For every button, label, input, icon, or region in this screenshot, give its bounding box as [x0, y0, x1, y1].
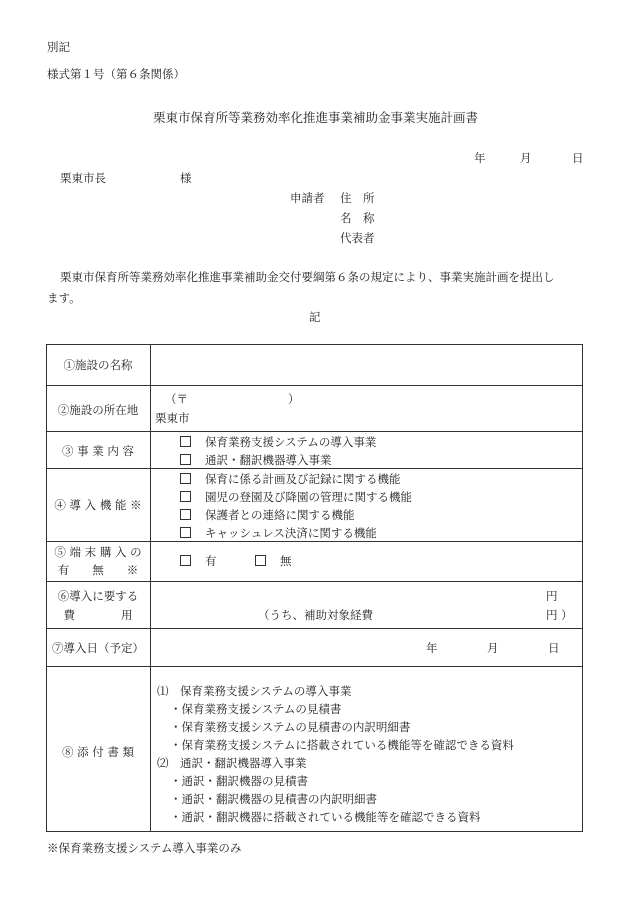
option-label: 保護者との連絡に関する機能: [205, 508, 355, 522]
table-rule: [150, 344, 151, 832]
postal-open: （〒: [165, 392, 188, 406]
applicant-rep-label: 代表者: [340, 231, 375, 245]
intro-day: 日: [548, 641, 560, 655]
attachment-item: ・通訳・翻訳機器の見積書の内訳明細書: [170, 792, 377, 806]
table-rule: [46, 581, 583, 582]
attachment-item: ・通訳・翻訳機器に搭載されている機能等を確認できる資料: [170, 810, 481, 824]
option-function-parent-contact[interactable]: [180, 507, 355, 523]
table-rule: [46, 385, 583, 386]
row-facility-address-label: ②施設の所在地: [57, 403, 139, 417]
table-rule: [46, 431, 583, 432]
intro-year: 年: [426, 641, 438, 655]
option-function-planning[interactable]: [180, 471, 401, 487]
option-device-yes[interactable]: [180, 553, 217, 569]
date-year: 年: [474, 151, 486, 165]
option-label: 保育業務支援システムの導入事業: [205, 435, 377, 449]
table-rule: [46, 344, 583, 345]
annex-label: 別記: [47, 40, 70, 54]
checkbox-icon[interactable]: [180, 436, 191, 447]
body-text-line2: ます。: [47, 291, 81, 305]
ki-label: 記: [309, 310, 321, 324]
option-business-translator[interactable]: [180, 452, 332, 468]
attachment-item: ・保育業務支援システムに搭載されている機能等を確認できる資料: [170, 738, 514, 752]
row-functions-label: ④ 導 入 機 能 ※: [54, 498, 142, 512]
subsidy-yen: 円 ）: [546, 608, 573, 622]
option-business-system[interactable]: [180, 434, 376, 450]
attachment-item: ・保育業務支援システムの見積書の内訳明細書: [170, 720, 411, 734]
table-rule: [582, 344, 583, 832]
page-title: 栗東市保育所等業務効率化推進事業補助金事業実施計画書: [153, 110, 479, 125]
row-facility-name-label: ①施設の名称: [63, 358, 133, 372]
option-label: 園児の登園及び降園の管理に関する機能: [205, 490, 412, 504]
table-rule: [46, 666, 583, 667]
row-device-purchase-label-2: 有 無 ※: [57, 563, 139, 577]
date-day: 日: [572, 151, 584, 165]
date-month: 月: [520, 151, 532, 165]
checkbox-icon[interactable]: [180, 454, 191, 465]
subsidy-text: （うち、補助対象経費: [258, 608, 373, 622]
postal-close: ）: [288, 392, 300, 406]
attachment-section-2: ⑵ 通訳・翻訳機器導入事業: [157, 756, 307, 770]
row-attachments-label: ⑧ 添 付 書 類: [61, 745, 135, 759]
attachment-section-1: ⑴ 保育業務支援システムの導入事業: [157, 684, 352, 698]
option-label: 通訳・翻訳機器導入事業: [205, 453, 332, 467]
checkbox-icon[interactable]: [180, 555, 191, 566]
applicant-label: 申請者: [290, 191, 325, 205]
intro-month: 月: [487, 641, 499, 655]
address-city: 栗東市: [155, 411, 190, 425]
option-device-no[interactable]: [255, 553, 292, 569]
checkbox-icon[interactable]: [180, 509, 191, 520]
attachment-item: ・保育業務支援システムの見積書: [170, 702, 342, 716]
row-cost-label-1: ⑥導入に要する: [57, 589, 139, 603]
option-function-attendance[interactable]: [180, 489, 412, 505]
checkbox-icon[interactable]: [180, 527, 191, 538]
body-text-line1: 栗東市保育所等業務効率化推進事業補助金交付要綱第６条の規定により、事業実施計画を提出し: [60, 270, 555, 284]
applicant-address-label: 住 所: [340, 191, 375, 205]
option-label: 有: [205, 554, 217, 568]
attachment-item: ・通訳・翻訳機器の見積書: [170, 774, 308, 788]
option-label: 保育に係る計画及び記録に関する機能: [205, 472, 401, 486]
option-label: キャッシュレス決済に関する機能: [205, 526, 377, 540]
option-label: 無: [280, 554, 292, 568]
row-cost-label-2: 費 用: [63, 608, 133, 622]
checkbox-icon[interactable]: [180, 473, 191, 484]
row-business-content-label: ③ 事 業 内 容: [61, 444, 135, 458]
option-function-cashless[interactable]: [180, 525, 377, 541]
checkbox-icon[interactable]: [180, 491, 191, 502]
checkbox-icon[interactable]: [255, 555, 266, 566]
form-number: 様式第１号（第６条関係）: [47, 67, 185, 81]
table-rule: [46, 541, 583, 542]
applicant-name-label: 名 称: [340, 211, 375, 225]
table-rule: [46, 628, 583, 629]
row-intro-date-label: ⑦導入日（予定）: [52, 641, 144, 655]
footnote: ※保育業務支援システム導入事業のみ: [47, 841, 242, 855]
table-rule: [46, 831, 583, 832]
addressee-honorific: 様: [180, 171, 192, 185]
cost-yen: 円: [546, 589, 558, 603]
addressee-name: 栗東市長: [60, 171, 106, 185]
table-rule: [46, 468, 583, 469]
row-device-purchase-label-1: ⑤ 端 末 購 入 の: [54, 545, 142, 559]
